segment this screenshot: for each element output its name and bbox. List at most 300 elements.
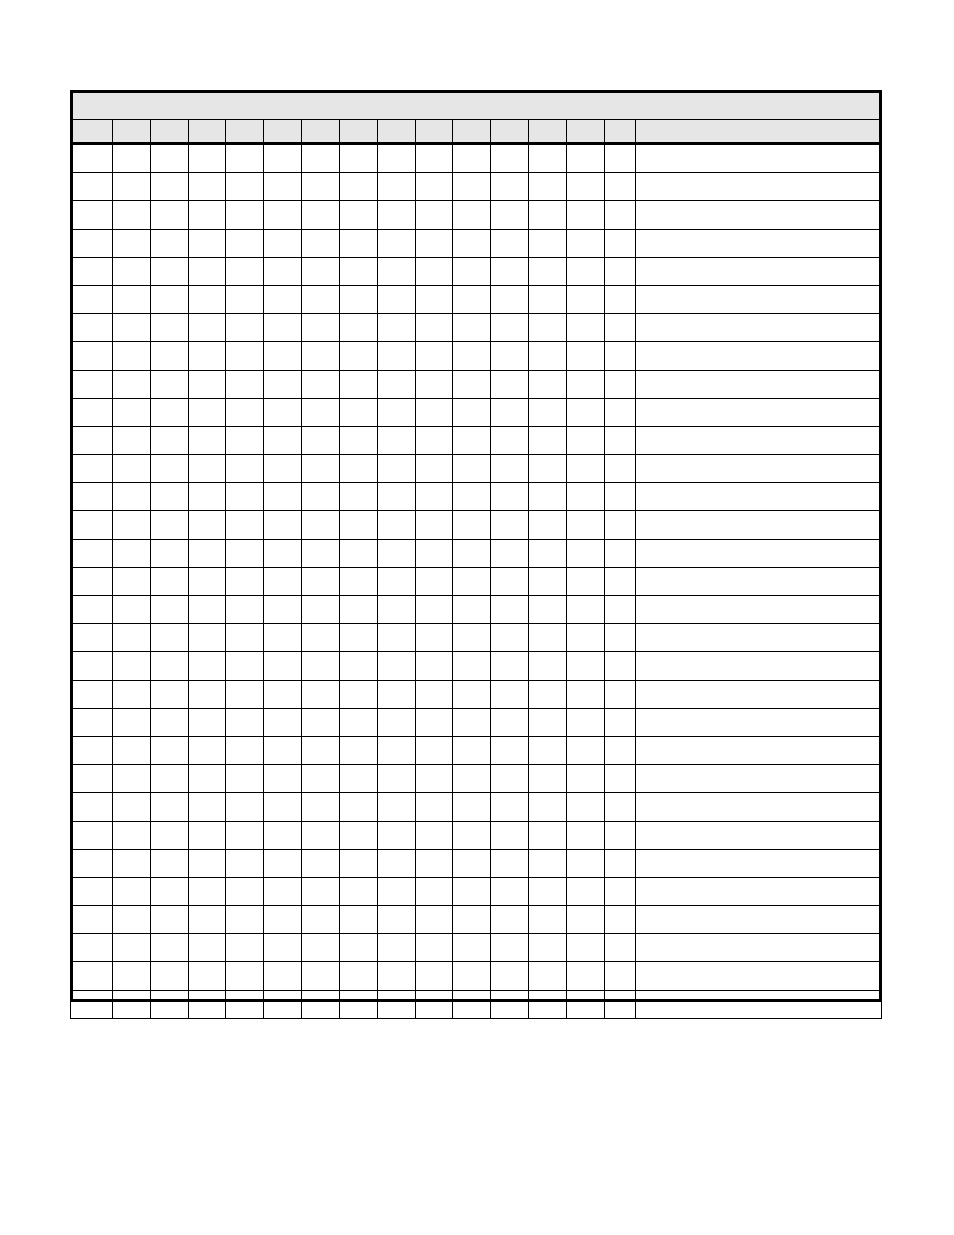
table-cell[interactable] [150,455,188,483]
table-cell[interactable] [188,990,226,1018]
table-cell[interactable] [636,483,882,511]
table-cell[interactable] [528,821,566,849]
table-cell[interactable] [604,511,636,539]
table-cell[interactable] [491,990,529,1018]
table-cell[interactable] [377,990,415,1018]
table-cell[interactable] [566,229,604,257]
table-cell[interactable] [491,342,529,370]
table-cell[interactable] [264,765,302,793]
table-cell[interactable] [491,680,529,708]
table-cell[interactable] [339,173,377,201]
table-cell[interactable] [566,652,604,680]
table-cell[interactable] [528,455,566,483]
table-cell[interactable] [226,370,264,398]
table-cell[interactable] [150,342,188,370]
table-cell[interactable] [491,708,529,736]
table-cell[interactable] [264,793,302,821]
table-cell[interactable] [377,285,415,313]
table-cell[interactable] [188,624,226,652]
table-cell[interactable] [604,821,636,849]
table-cell[interactable] [264,398,302,426]
table-cell[interactable] [415,257,453,285]
table-cell[interactable] [415,370,453,398]
table-cell[interactable] [302,173,340,201]
table-cell[interactable] [226,285,264,313]
table-cell[interactable] [113,173,151,201]
table-cell[interactable] [636,906,882,934]
table-cell[interactable] [302,144,340,173]
table-cell[interactable] [528,596,566,624]
table-cell[interactable] [491,201,529,229]
table-cell[interactable] [226,144,264,173]
table-cell[interactable] [226,821,264,849]
table-cell[interactable] [528,201,566,229]
table-cell[interactable] [302,708,340,736]
table-cell[interactable] [302,849,340,877]
table-cell[interactable] [302,567,340,595]
table-cell[interactable] [226,483,264,511]
table-cell[interactable] [150,793,188,821]
table-cell[interactable] [636,201,882,229]
table-cell[interactable] [491,511,529,539]
table-cell[interactable] [339,624,377,652]
table-cell[interactable] [226,257,264,285]
table-cell[interactable] [113,257,151,285]
table-cell[interactable] [188,652,226,680]
table-cell[interactable] [302,511,340,539]
table-cell[interactable] [188,765,226,793]
table-cell[interactable] [636,398,882,426]
table-cell[interactable] [264,652,302,680]
table-cell[interactable] [71,849,113,877]
table-cell[interactable] [491,257,529,285]
table-cell[interactable] [636,821,882,849]
table-cell[interactable] [71,596,113,624]
table-cell[interactable] [566,173,604,201]
table-cell[interactable] [339,483,377,511]
table-cell[interactable] [302,736,340,764]
table-cell[interactable] [604,624,636,652]
table-cell[interactable] [150,680,188,708]
table-cell[interactable] [339,567,377,595]
table-cell[interactable] [339,257,377,285]
table-cell[interactable] [415,144,453,173]
table-cell[interactable] [453,708,491,736]
table-cell[interactable] [636,990,882,1018]
table-cell[interactable] [150,173,188,201]
table-cell[interactable] [150,990,188,1018]
table-cell[interactable] [264,624,302,652]
table-cell[interactable] [604,934,636,962]
table-cell[interactable] [264,511,302,539]
table-cell[interactable] [377,708,415,736]
table-cell[interactable] [113,314,151,342]
table-cell[interactable] [415,849,453,877]
table-cell[interactable] [528,229,566,257]
table-cell[interactable] [528,173,566,201]
table-cell[interactable] [150,934,188,962]
table-cell[interactable] [604,680,636,708]
table-cell[interactable] [302,793,340,821]
table-cell[interactable] [566,821,604,849]
table-cell[interactable] [491,849,529,877]
table-cell[interactable] [339,736,377,764]
table-cell[interactable] [302,455,340,483]
table-cell[interactable] [113,342,151,370]
table-cell[interactable] [188,962,226,990]
table-cell[interactable] [604,314,636,342]
table-cell[interactable] [604,173,636,201]
table-cell[interactable] [636,624,882,652]
table-cell[interactable] [453,229,491,257]
table-cell[interactable] [188,426,226,454]
table-cell[interactable] [113,483,151,511]
table-cell[interactable] [415,314,453,342]
table-cell[interactable] [264,906,302,934]
table-cell[interactable] [566,314,604,342]
table-cell[interactable] [636,736,882,764]
table-cell[interactable] [491,765,529,793]
table-cell[interactable] [453,426,491,454]
table-cell[interactable] [377,314,415,342]
table-cell[interactable] [226,314,264,342]
table-cell[interactable] [339,539,377,567]
table-cell[interactable] [339,821,377,849]
table-cell[interactable] [113,201,151,229]
table-cell[interactable] [415,285,453,313]
table-cell[interactable] [339,990,377,1018]
table-cell[interactable] [453,765,491,793]
table-cell[interactable] [604,906,636,934]
table-cell[interactable] [377,596,415,624]
table-cell[interactable] [415,736,453,764]
table-cell[interactable] [150,962,188,990]
table-cell[interactable] [453,342,491,370]
table-cell[interactable] [302,257,340,285]
table-cell[interactable] [377,652,415,680]
table-cell[interactable] [226,201,264,229]
table-cell[interactable] [226,539,264,567]
table-cell[interactable] [302,680,340,708]
table-cell[interactable] [415,398,453,426]
table-cell[interactable] [528,285,566,313]
table-cell[interactable] [150,511,188,539]
table-cell[interactable] [566,426,604,454]
table-cell[interactable] [150,596,188,624]
table-cell[interactable] [566,455,604,483]
table-cell[interactable] [71,257,113,285]
table-cell[interactable] [150,257,188,285]
table-cell[interactable] [491,934,529,962]
table-cell[interactable] [188,173,226,201]
table-cell[interactable] [453,314,491,342]
table-cell[interactable] [566,877,604,905]
table-cell[interactable] [636,314,882,342]
table-cell[interactable] [604,144,636,173]
table-cell[interactable] [113,398,151,426]
table-cell[interactable] [377,793,415,821]
table-cell[interactable] [113,511,151,539]
table-cell[interactable] [339,285,377,313]
table-cell[interactable] [491,173,529,201]
table-cell[interactable] [377,877,415,905]
table-cell[interactable] [150,314,188,342]
table-cell[interactable] [302,652,340,680]
table-cell[interactable] [71,342,113,370]
table-cell[interactable] [528,793,566,821]
table-cell[interactable] [302,539,340,567]
table-cell[interactable] [377,511,415,539]
table-cell[interactable] [226,511,264,539]
table-cell[interactable] [113,567,151,595]
table-cell[interactable] [528,511,566,539]
table-cell[interactable] [264,285,302,313]
table-cell[interactable] [377,849,415,877]
table-cell[interactable] [302,765,340,793]
table-cell[interactable] [528,370,566,398]
table-cell[interactable] [339,906,377,934]
table-cell[interactable] [377,624,415,652]
table-cell[interactable] [264,144,302,173]
table-cell[interactable] [150,201,188,229]
table-cell[interactable] [302,906,340,934]
table-cell[interactable] [636,257,882,285]
table-cell[interactable] [453,596,491,624]
table-cell[interactable] [264,314,302,342]
table-cell[interactable] [188,906,226,934]
table-cell[interactable] [339,370,377,398]
table-cell[interactable] [453,849,491,877]
table-cell[interactable] [491,821,529,849]
table-cell[interactable] [566,849,604,877]
table-cell[interactable] [226,173,264,201]
table-cell[interactable] [415,906,453,934]
table-cell[interactable] [113,849,151,877]
table-cell[interactable] [377,342,415,370]
table-cell[interactable] [604,962,636,990]
table-cell[interactable] [188,285,226,313]
table-cell[interactable] [453,398,491,426]
table-cell[interactable] [415,708,453,736]
table-cell[interactable] [528,906,566,934]
table-cell[interactable] [71,736,113,764]
table-cell[interactable] [188,483,226,511]
table-cell[interactable] [636,765,882,793]
table-cell[interactable] [113,596,151,624]
table-cell[interactable] [113,765,151,793]
table-cell[interactable] [604,793,636,821]
table-cell[interactable] [636,793,882,821]
table-cell[interactable] [491,455,529,483]
table-cell[interactable] [71,624,113,652]
table-cell[interactable] [528,567,566,595]
table-cell[interactable] [188,680,226,708]
table-cell[interactable] [264,455,302,483]
table-cell[interactable] [113,680,151,708]
table-cell[interactable] [636,285,882,313]
table-cell[interactable] [604,257,636,285]
table-cell[interactable] [636,511,882,539]
table-cell[interactable] [339,765,377,793]
table-cell[interactable] [377,370,415,398]
table-cell[interactable] [264,201,302,229]
table-cell[interactable] [415,173,453,201]
table-cell[interactable] [113,821,151,849]
table-cell[interactable] [528,426,566,454]
table-cell[interactable] [453,962,491,990]
table-cell[interactable] [377,483,415,511]
table-cell[interactable] [302,934,340,962]
table-cell[interactable] [71,511,113,539]
table-cell[interactable] [339,455,377,483]
table-cell[interactable] [71,398,113,426]
table-cell[interactable] [604,398,636,426]
table-cell[interactable] [528,708,566,736]
table-cell[interactable] [377,257,415,285]
table-cell[interactable] [415,962,453,990]
table-cell[interactable] [566,567,604,595]
table-cell[interactable] [491,285,529,313]
table-cell[interactable] [377,934,415,962]
table-cell[interactable] [528,257,566,285]
table-cell[interactable] [188,793,226,821]
table-cell[interactable] [377,398,415,426]
table-cell[interactable] [415,229,453,257]
table-cell[interactable] [636,173,882,201]
table-cell[interactable] [226,229,264,257]
table-cell[interactable] [264,821,302,849]
table-cell[interactable] [415,652,453,680]
table-cell[interactable] [415,934,453,962]
table-cell[interactable] [226,708,264,736]
table-cell[interactable] [377,173,415,201]
table-cell[interactable] [566,596,604,624]
table-cell[interactable] [302,624,340,652]
table-cell[interactable] [264,426,302,454]
table-cell[interactable] [71,877,113,905]
table-cell[interactable] [264,257,302,285]
table-cell[interactable] [566,708,604,736]
table-cell[interactable] [636,567,882,595]
table-cell[interactable] [71,285,113,313]
table-cell[interactable] [528,990,566,1018]
table-cell[interactable] [604,652,636,680]
table-cell[interactable] [113,624,151,652]
table-cell[interactable] [415,342,453,370]
table-cell[interactable] [453,511,491,539]
table-cell[interactable] [604,736,636,764]
table-cell[interactable] [415,201,453,229]
table-cell[interactable] [528,877,566,905]
table-cell[interactable] [71,483,113,511]
table-cell[interactable] [71,793,113,821]
table-cell[interactable] [113,539,151,567]
table-cell[interactable] [566,511,604,539]
table-cell[interactable] [150,624,188,652]
table-cell[interactable] [150,539,188,567]
table-cell[interactable] [566,342,604,370]
table-cell[interactable] [339,708,377,736]
table-cell[interactable] [377,426,415,454]
table-cell[interactable] [453,821,491,849]
table-cell[interactable] [528,144,566,173]
table-cell[interactable] [71,567,113,595]
table-cell[interactable] [566,934,604,962]
table-cell[interactable] [604,539,636,567]
table-cell[interactable] [604,201,636,229]
table-cell[interactable] [566,370,604,398]
table-cell[interactable] [188,455,226,483]
table-cell[interactable] [188,511,226,539]
table-cell[interactable] [226,934,264,962]
table-cell[interactable] [566,144,604,173]
table-cell[interactable] [491,567,529,595]
table-cell[interactable] [636,934,882,962]
table-cell[interactable] [264,173,302,201]
table-cell[interactable] [377,144,415,173]
table-cell[interactable] [113,934,151,962]
table-cell[interactable] [188,849,226,877]
table-cell[interactable] [453,173,491,201]
table-cell[interactable] [188,314,226,342]
table-cell[interactable] [226,596,264,624]
table-cell[interactable] [453,906,491,934]
table-cell[interactable] [339,342,377,370]
table-cell[interactable] [150,483,188,511]
table-cell[interactable] [188,229,226,257]
table-cell[interactable] [377,906,415,934]
table-cell[interactable] [604,567,636,595]
table-cell[interactable] [226,736,264,764]
table-cell[interactable] [528,342,566,370]
table-cell[interactable] [636,877,882,905]
table-cell[interactable] [71,173,113,201]
table-cell[interactable] [188,370,226,398]
table-cell[interactable] [71,652,113,680]
table-cell[interactable] [491,596,529,624]
table-cell[interactable] [150,370,188,398]
table-cell[interactable] [226,962,264,990]
table-cell[interactable] [188,736,226,764]
table-cell[interactable] [491,624,529,652]
table-cell[interactable] [604,483,636,511]
table-cell[interactable] [302,877,340,905]
table-cell[interactable] [188,201,226,229]
table-cell[interactable] [150,652,188,680]
table-cell[interactable] [604,370,636,398]
table-cell[interactable] [636,426,882,454]
table-cell[interactable] [264,596,302,624]
table-cell[interactable] [188,144,226,173]
table-cell[interactable] [566,736,604,764]
table-cell[interactable] [264,567,302,595]
table-cell[interactable] [188,877,226,905]
table-cell[interactable] [113,708,151,736]
table-cell[interactable] [264,990,302,1018]
table-cell[interactable] [339,229,377,257]
table-cell[interactable] [528,624,566,652]
table-cell[interactable] [604,708,636,736]
table-cell[interactable] [415,765,453,793]
table-cell[interactable] [113,144,151,173]
table-cell[interactable] [150,849,188,877]
table-cell[interactable] [302,483,340,511]
table-cell[interactable] [528,652,566,680]
table-cell[interactable] [150,144,188,173]
table-cell[interactable] [188,398,226,426]
table-cell[interactable] [302,229,340,257]
table-cell[interactable] [528,483,566,511]
